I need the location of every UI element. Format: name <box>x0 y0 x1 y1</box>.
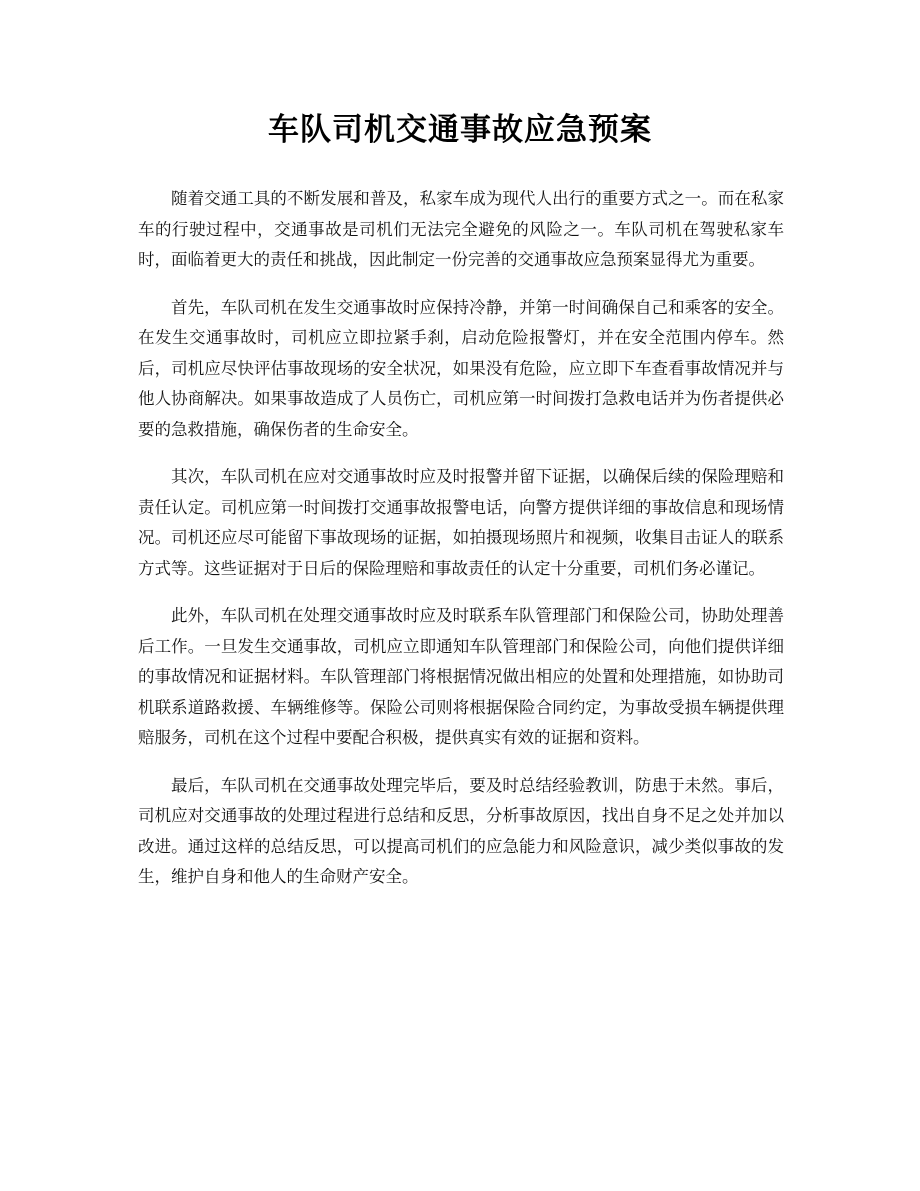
document-body <box>138 184 784 910</box>
paragraph-third-step: 此外，车队司机在处理交通事故时应及时联系车队管理部门和保险公司，协助处理善后工作。一旦发生交通事故，司机应立即通知车队管理部门和保险公司，向他们提供详细的事故情况和证据材料。车队管理部门将根据情况做出相应的处置和处理措施，如协助司机联系道路救援、车辆维修等。保险公司则将根据保险合同约定，为事故受损车辆提供理赔服务，司机在这个过程中要配合积极，提供真实有效的证据和资料。 <box>138 606 784 747</box>
paragraph-second-step: 其次，车队司机在应对交通事故时应及时报警并留下证据，以确保后续的保险理赔和责任认定。司机应第一时间拨打交通事故报警电话，向警方提供详细的事故信息和现场情况。司机还应尽可能留下事故现场的证据，如拍摄现场照片和视频，收集目击证人的联系方式等。这些证据对于日后的保险理赔和事故责任的认定十分重要，司机们务必谨记。 <box>138 467 784 578</box>
paragraph-final-step: 最后，车队司机在交通事故处理完毕后，要及时总结经验教训，防患于未然。事后，司机应对交通事故的处理过程进行总结和反思，分析事故原因，找出自身不足之处并加以改进。通过这样的总结反思，可以提高司机们的应急能力和风险意识，减少类似事故的发生，维护自身和他人的生命财产安全。 <box>138 775 784 886</box>
paragraph-first-step: 首先，车队司机在发生交通事故时应保持冷静，并第一时间确保自己和乘客的安全。在发生交通事故时，司机应立即拉紧手刹，启动危险报警灯，并在安全范围内停车。然后，司机应尽快评估事故现场的安全状况，如果没有危险，应立即下车查看事故情况并与他人协商解决。如果事故造成了人员伤亡，司机应第一时间拨打急救电话并为伤者提供必要的急救措施，确保伤者的生命安全。 <box>138 297 784 439</box>
document-title: 车队司机交通事故应急预案 <box>268 112 652 148</box>
paragraph-intro: 随着交通工具的不断发展和普及，私家车成为现代人出行的重要方式之一。而在私家车的行驶过程中，交通事故是司机们无法完全避免的风险之一。车队司机在驾驶私家车时，面临着更大的责任和挑战，因此制定一份完善的交通事故应急预案显得尤为重要。 <box>138 189 784 269</box>
